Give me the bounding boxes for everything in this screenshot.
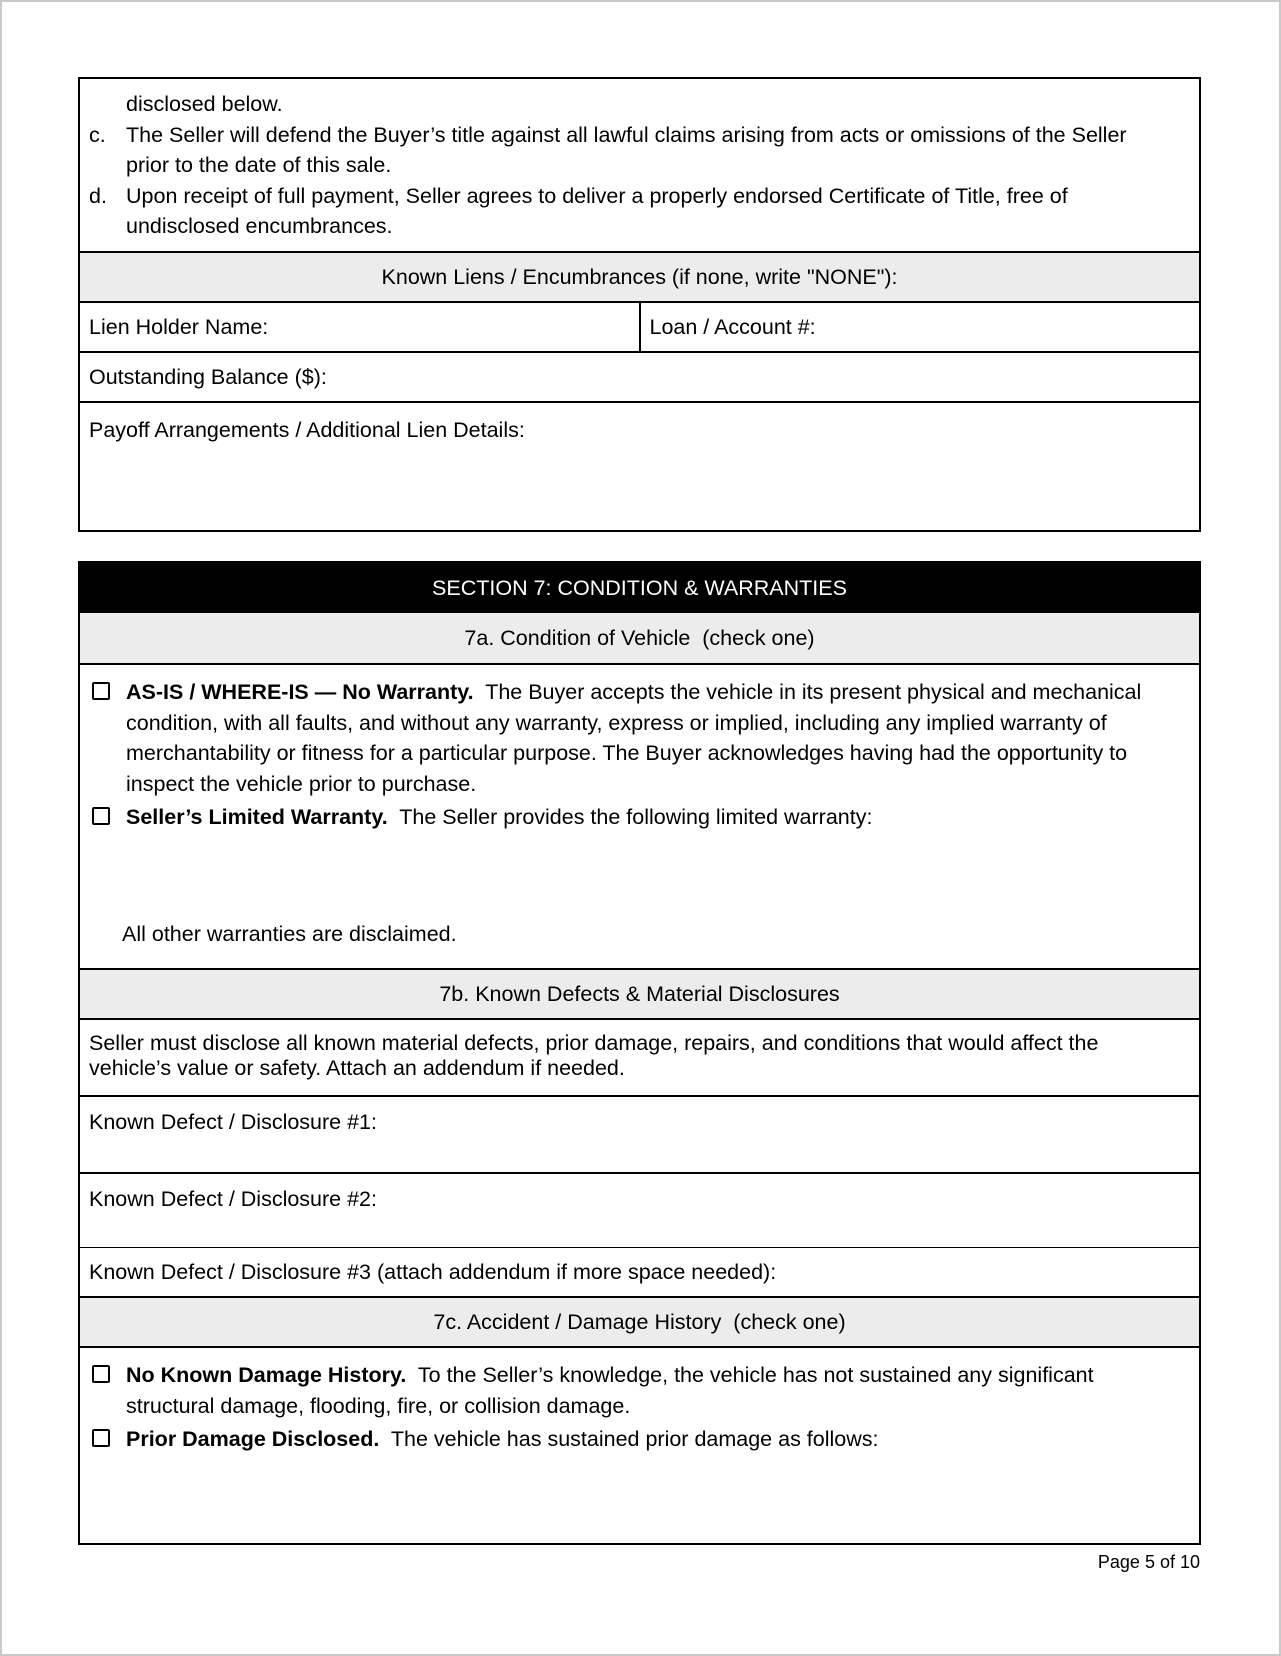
page-number: Page 5 of 10 [1097, 1552, 1200, 1572]
defect-3-field[interactable] [80, 1247, 1199, 1296]
as-is-option [80, 677, 1199, 799]
limited-warranty-label: Seller’s Limited Warranty. [126, 805, 388, 829]
payoff-details-label: Payoff Arrangements / Additional Lien Details: [89, 418, 525, 442]
list-text: The Seller will defend the Buyer’s title against all lawful claims arising from acts or omissions of the Seller prior to the date of this sale. [126, 122, 1127, 177]
prior-damage-text: The vehicle has sustained prior damage as follows: [390, 1427, 879, 1451]
defect-3-label: Known Defect / Disclosure #3 (attach addendum if more space needed): [89, 1259, 777, 1284]
defect-1-label: Known Defect / Disclosure #1: [89, 1110, 377, 1134]
loan-account-field[interactable] [639, 303, 1200, 351]
liens-header [80, 251, 1199, 301]
limited-warranty-option [80, 802, 1199, 833]
disclosure-instruction-text: Seller must disclose all known material defects, prior damage, repairs, and conditions that would affect the vehicle’s value or safety. Attach an addendum if needed. [89, 1031, 1099, 1080]
disclosure-instruction [80, 1018, 1199, 1095]
list-item [80, 120, 1199, 181]
list-item [80, 181, 1199, 242]
no-damage-checkbox[interactable] [92, 1365, 110, 1383]
list-text: Upon receipt of full payment, Seller agrees to deliver a properly endorsed Certificate of Title, free of undisclosed encumbrances. [126, 183, 1068, 238]
list-letter: c. [89, 122, 106, 147]
subsection-7c-heading [80, 1296, 1199, 1346]
subsection-7c-title: 7c. Accident / Damage History (check one) [433, 1309, 846, 1334]
lien-holder-field[interactable] [80, 303, 639, 351]
defect-2-label: Known Defect / Disclosure #2: [89, 1187, 377, 1211]
prior-damage-option [80, 1424, 1199, 1455]
subsection-7b-title: 7b. Known Defects & Material Disclosures [439, 981, 840, 1006]
list-letter: d. [89, 183, 107, 208]
damage-history-options [80, 1346, 1199, 1543]
outstanding-balance-field[interactable] [80, 351, 1199, 401]
defect-2-field[interactable] [80, 1172, 1199, 1247]
as-is-label: AS-IS / WHERE-IS — No Warranty. [126, 680, 474, 704]
section-7-box [78, 561, 1201, 1545]
list-text: disclosed below. [126, 92, 283, 116]
subsection-7a-title: 7a. Condition of Vehicle (check one) [464, 625, 815, 650]
no-damage-option [80, 1360, 1199, 1421]
payoff-details-field[interactable] [80, 401, 1199, 528]
section-7-title-text: SECTION 7: CONDITION & WARRANTIES [432, 575, 847, 600]
warranty-disclaimer: All other warranties are disclaimed. [122, 921, 457, 946]
list-item [80, 89, 1199, 120]
no-damage-label: No Known Damage History. [126, 1363, 407, 1387]
outstanding-balance-label: Outstanding Balance ($): [89, 364, 327, 389]
subsection-7a-heading [80, 613, 1199, 663]
prior-damage-checkbox[interactable] [92, 1429, 110, 1447]
prior-damage-label: Prior Damage Disclosed. [126, 1427, 380, 1451]
no-damage-text: To the Seller’s knowledge, the vehicle has not sustained any significant structural damage, flooding, fire, or collision damage. [126, 1363, 1094, 1418]
title-warranty-list [80, 79, 1199, 251]
liens-box [78, 77, 1201, 532]
list-letter [80, 89, 126, 120]
limited-warranty-text: The Seller provides the following limited warranty: [399, 805, 873, 829]
lien-holder-row [80, 301, 1199, 351]
lien-holder-label: Lien Holder Name: [89, 314, 269, 339]
as-is-checkbox[interactable] [92, 682, 110, 700]
loan-account-label: Loan / Account #: [649, 314, 816, 339]
as-is-text: The Buyer accepts the vehicle in its present physical and mechanical condition, with all faults, and without any warranty, express or implied, including any implied warranty of merchantability or fitness for a particular purpose. The Buyer acknowledges having had the opportunity to inspect the vehicle prior to purchase. [126, 680, 1142, 796]
section-7-title [80, 563, 1199, 613]
condition-options [80, 663, 1199, 968]
defect-1-field[interactable] [80, 1095, 1199, 1172]
liens-header-label: Known Liens / Encumbrances (if none, write "NONE"): [381, 264, 898, 289]
subsection-7b-heading [80, 968, 1199, 1018]
limited-warranty-checkbox[interactable] [92, 807, 110, 825]
